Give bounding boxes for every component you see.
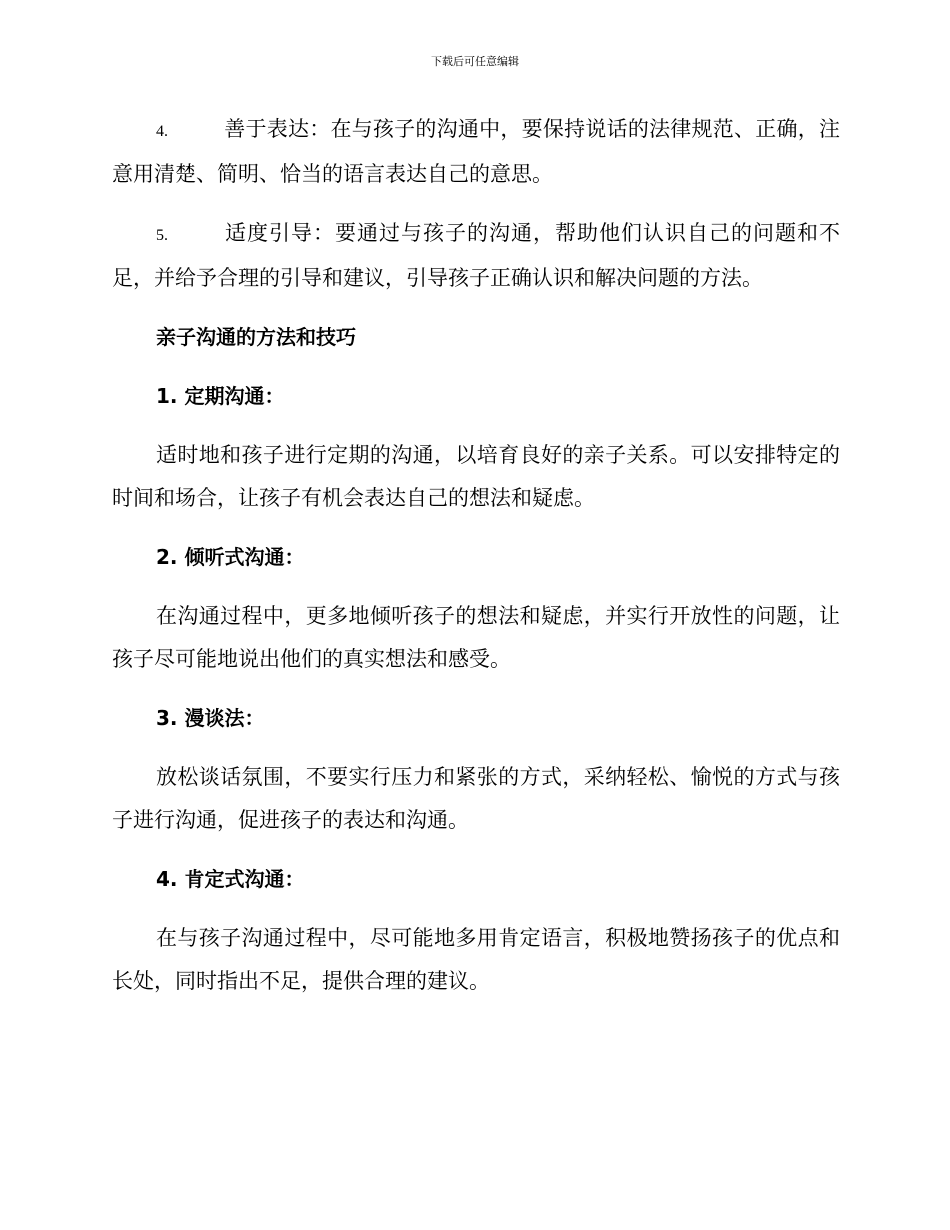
method-body-1: 适时地和孩子进行定期的沟通，以培育良好的亲子关系。可以安排特定的时间和场合，让孩子有机会表达自己的想法和疑虑。 xyxy=(112,443,840,510)
page-header: 下载后可任意编辑 xyxy=(431,55,519,68)
method-body-2: 在沟通过程中，更多地倾听孩子的想法和疑虑，并实行开放性的问题，让孩子尽可能地说出他们的真实想法和感受。 xyxy=(112,604,840,671)
method-title-3: 3. 漫谈法： xyxy=(156,706,265,730)
list-item-number: 5. xyxy=(156,227,168,244)
list-item-text: 善于表达：在与孩子的沟通中，要保持说话的法律规范、正确，注意用清楚、简明、恰当的语言表达自己的意思。 xyxy=(112,117,840,186)
list-item-5 xyxy=(112,212,840,300)
method-title-2: 2. 倾听式沟通： xyxy=(156,545,305,569)
document-body xyxy=(112,108,840,1019)
method-title-1: 1. 定期沟通： xyxy=(156,384,285,408)
list-item-text: 适度引导：要通过与孩子的沟通，帮助他们认识自己的问题和不足，并给予合理的引导和建议，引导孩子正确认识和解决问题的方法。 xyxy=(112,221,840,290)
list-item-number: 4. xyxy=(156,123,168,140)
method-title-4: 4. 肯定式沟通： xyxy=(156,867,305,891)
section-title: 亲子沟通的方法和技巧 xyxy=(156,325,356,349)
method-body-3: 放松谈话氛围，不要实行压力和紧张的方式，采纳轻松、愉悦的方式与孩子进行沟通，促进孩子的表达和沟通。 xyxy=(112,765,840,832)
list-item-4 xyxy=(112,108,840,196)
method-body-4: 在与孩子沟通过程中，尽可能地多用肯定语言，积极地赞扬孩子的优点和长处，同时指出不足，提供合理的建议。 xyxy=(112,926,840,993)
